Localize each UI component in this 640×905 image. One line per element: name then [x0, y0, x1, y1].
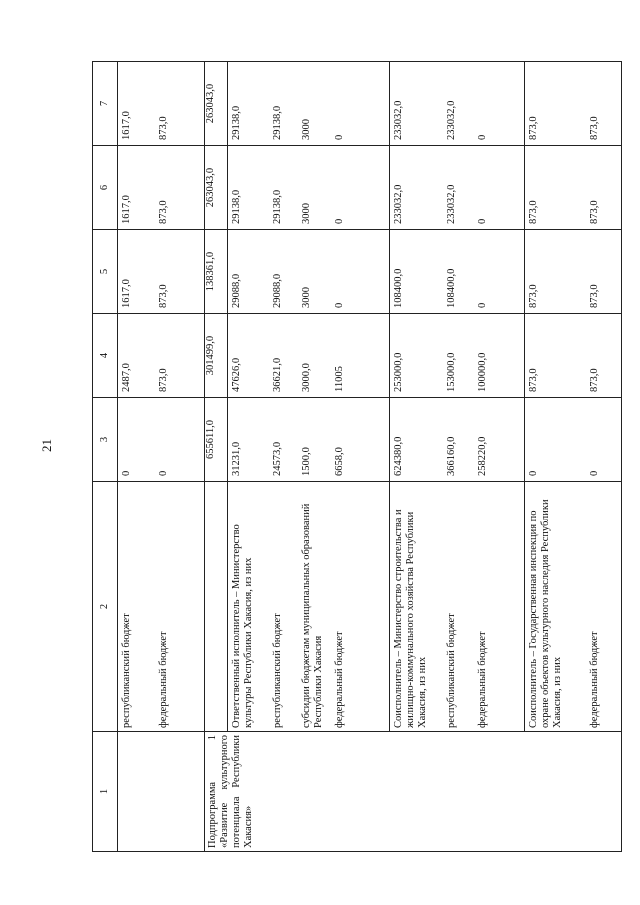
- column-header: 7: [93, 62, 118, 146]
- column-header: 2: [93, 482, 118, 732]
- header-row: [93, 62, 118, 852]
- row-label: республиканский бюджет: [272, 613, 284, 728]
- value-cell: [228, 62, 389, 146]
- page-number: 21: [39, 439, 54, 452]
- cell-value: 233032,0: [445, 184, 457, 224]
- cell-value: 2487,0: [120, 363, 132, 392]
- cell-value: 0: [120, 470, 132, 476]
- cell-value: 3000: [301, 287, 313, 308]
- row-label: Соисполнитель – Государственная инспекция по охране объектов культурного наследия Республики Хакасия, из них: [528, 499, 564, 728]
- cell-value: 31231,0: [231, 441, 243, 476]
- program-name-cell: [205, 732, 622, 852]
- budget-table: [92, 61, 622, 852]
- total-value: 263043,0: [205, 146, 228, 230]
- cell-value: 29138,0: [272, 189, 284, 224]
- cell-value: 0: [334, 134, 346, 140]
- value-cell: [389, 146, 524, 230]
- cell-value: 873,0: [528, 200, 540, 224]
- cell-value: 1617,0: [120, 279, 132, 308]
- value-cell: [117, 398, 205, 482]
- cell-value: 36621,0: [272, 357, 284, 392]
- value-cell: [525, 62, 622, 146]
- cell-value: 1500,0: [301, 447, 313, 476]
- cell-value: 233032,0: [392, 184, 404, 224]
- value-cell: [228, 314, 389, 398]
- cell-value: 873,0: [589, 284, 601, 308]
- cell-value: 11005: [334, 366, 346, 392]
- value-cell: [117, 62, 205, 146]
- cell-value: 0: [528, 470, 540, 476]
- label-cell: [389, 482, 524, 732]
- cell-value: 108400,0: [392, 268, 404, 308]
- cell-value: 366160,0: [445, 436, 457, 476]
- label-cell: [205, 482, 228, 732]
- rotated-page-content: [92, 62, 622, 852]
- cell-value: 873,0: [528, 368, 540, 392]
- value-cell: [389, 398, 524, 482]
- column-header: 3: [93, 398, 118, 482]
- cell-value: 100000,0: [476, 352, 488, 392]
- value-cell: [525, 146, 622, 230]
- row-label: федеральный бюджет: [589, 631, 601, 728]
- cell-value: 29138,0: [272, 105, 284, 140]
- cell-value: 873,0: [589, 200, 601, 224]
- cell-value: 873,0: [157, 200, 169, 224]
- cell-value: 0: [476, 302, 488, 308]
- value-cell: [117, 230, 205, 314]
- cell-value: 29088,0: [231, 273, 243, 308]
- cell-value: 873,0: [157, 368, 169, 392]
- cell-value: 0: [334, 302, 346, 308]
- cell-value: 3000: [301, 119, 313, 140]
- column-header: 6: [93, 146, 118, 230]
- program-name: Подпрограмма 1 «Развитие культурного потенциала Республики Хакасия»: [207, 735, 255, 848]
- row-label: федеральный бюджет: [334, 631, 346, 728]
- cell-value: 6658,0: [334, 447, 346, 476]
- cell-value: 873,0: [157, 284, 169, 308]
- total-value: 138361,0: [205, 230, 228, 314]
- value-cell: [389, 230, 524, 314]
- cell-value: 0: [157, 470, 169, 476]
- cell-value: 0: [476, 218, 488, 224]
- cell-value: 0: [334, 218, 346, 224]
- cell-value: 29138,0: [231, 189, 243, 224]
- row-label: федеральный бюджет: [157, 631, 169, 728]
- value-cell: [389, 62, 524, 146]
- cell-value: 624380,0: [392, 436, 404, 476]
- label-cell: [117, 482, 205, 732]
- value-cell: [228, 230, 389, 314]
- cell-value: 0: [476, 134, 488, 140]
- row-label: федеральный бюджет: [476, 631, 488, 728]
- row-label: Ответственный исполнитель – Министерство культуры Республики Хакасия, из них: [231, 524, 255, 728]
- total-value: 655611,0: [205, 398, 228, 482]
- program-total-row: [205, 62, 228, 852]
- value-cell: [228, 146, 389, 230]
- total-value: 301499,0: [205, 314, 228, 398]
- continuation-program-cell: [117, 732, 205, 852]
- label-cell: [228, 482, 389, 732]
- continuation-block-row: [117, 62, 205, 852]
- cell-value: 0: [589, 470, 601, 476]
- column-header: 5: [93, 230, 118, 314]
- label-cell: [525, 482, 622, 732]
- cell-value: 253000,0: [392, 352, 404, 392]
- total-value: 263043,0: [205, 62, 228, 146]
- value-cell: [525, 314, 622, 398]
- column-header: 1: [93, 732, 118, 852]
- cell-value: 153000,0: [445, 352, 457, 392]
- cell-value: 29088,0: [272, 273, 284, 308]
- row-label: Соисполнитель – Министерство строительства и жилищно-коммунального хозяйства Республики Хакасия, из них: [392, 509, 428, 728]
- value-cell: [525, 230, 622, 314]
- cell-value: 873,0: [589, 368, 601, 392]
- cell-value: 233032,0: [445, 100, 457, 140]
- cell-value: 3000: [301, 203, 313, 224]
- cell-value: 873,0: [528, 284, 540, 308]
- value-cell: [228, 398, 389, 482]
- cell-value: 3000,0: [301, 363, 313, 392]
- row-label: республиканский бюджет: [445, 613, 457, 728]
- value-cell: [117, 146, 205, 230]
- value-cell: [525, 398, 622, 482]
- row-label: субсидии бюджетам муниципальных образований Республики Хакасия: [301, 503, 325, 728]
- value-cell: [389, 314, 524, 398]
- cell-value: 108400,0: [445, 268, 457, 308]
- cell-value: 873,0: [589, 116, 601, 140]
- column-header: 4: [93, 314, 118, 398]
- cell-value: 873,0: [528, 116, 540, 140]
- cell-value: 24573,0: [272, 441, 284, 476]
- cell-value: 29138,0: [231, 105, 243, 140]
- cell-value: 47626,0: [231, 357, 243, 392]
- cell-value: 873,0: [157, 116, 169, 140]
- cell-value: 258220,0: [476, 436, 488, 476]
- value-cell: [117, 314, 205, 398]
- cell-value: 1617,0: [120, 111, 132, 140]
- row-label: республиканский бюджет: [120, 613, 132, 728]
- cell-value: 233032,0: [392, 100, 404, 140]
- cell-value: 1617,0: [120, 195, 132, 224]
